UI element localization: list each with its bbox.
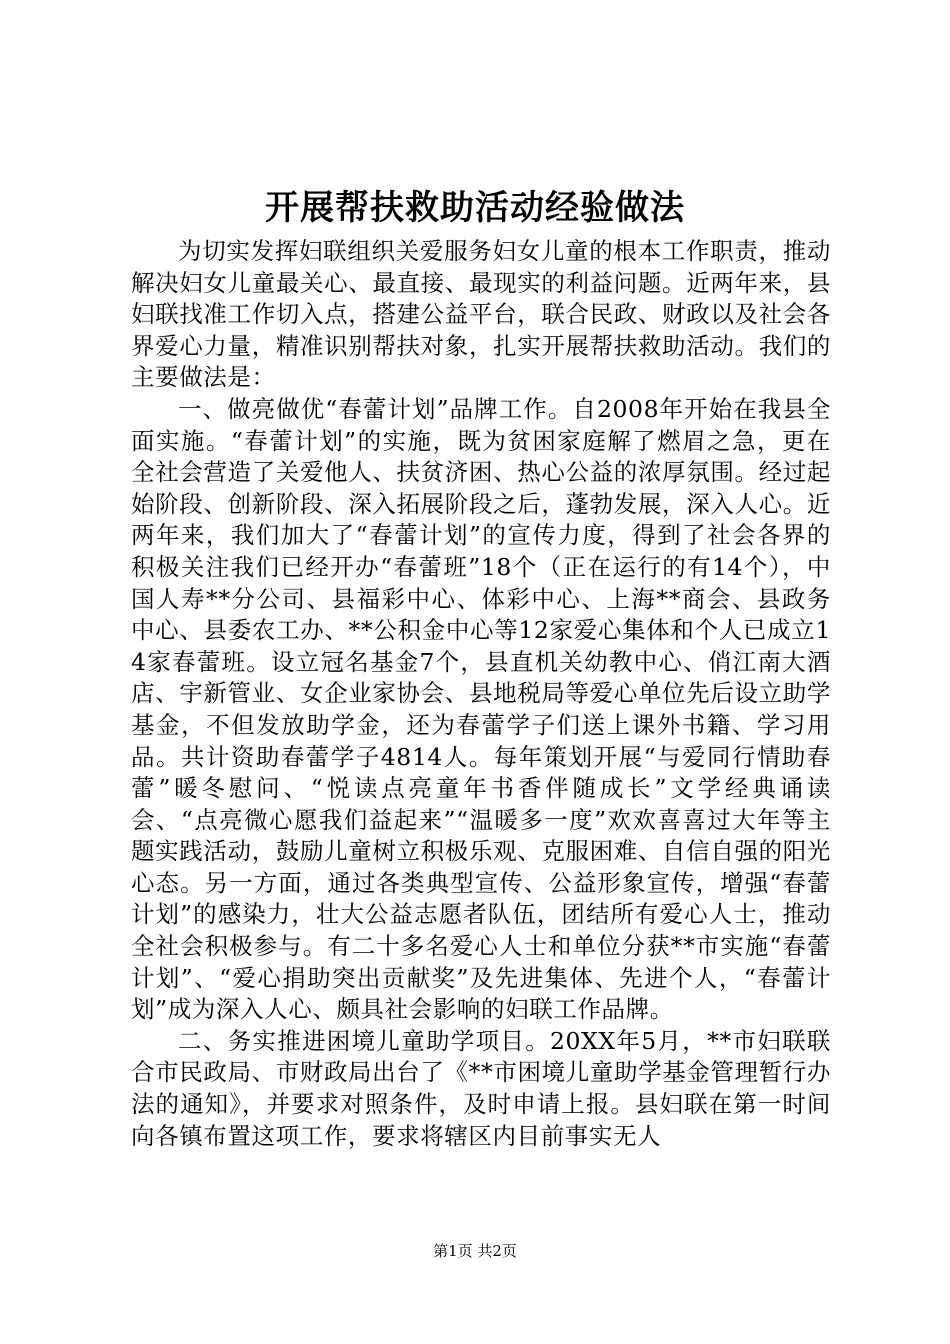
page-number-footer: 第1页 共2页 <box>433 1242 517 1260</box>
paragraph-intro: 为切实发挥妇联组织关爱服务妇女儿童的根本工作职责，推动解决妇女儿童最关心、最直接、最现实的利益问题。近两年来，县妇联找准工作切入点，搭建公益平台，联合民政、财政以及社会各界爱心力量，精准识别帮扶对象，扎实开展帮扶救助活动。我们的主要做法是： <box>131 237 831 392</box>
document-body <box>131 236 831 1152</box>
document-title: 开展帮扶救助活动经验做法 <box>265 188 685 228</box>
paragraph-section-1: 一、做亮做优“春蕾计划”品牌工作。自2008年开始在我县全面实施。“春蕾计划”的实施，既为贫困家庭解了燃眉之急，更在全社会营造了关爱他人、扶贫济困、热心公益的浓厚氛围。经过起始阶段、创新阶段、深入拓展阶段之后，蓬勃发展，深入人心。近两年来，我们加大了“春蕾计划”的宣传力度，得到了社会各界的积极关注我们已经开办“春蕾班”18个（正在运行的有14个），中国人寿**分公司、县福彩中心、体彩中心、上海**商会、县政务中心、县委农工办、**公积金中心等12家爱心集体和个人已成立14家春蕾班。设立冠名基金7个，县直机关幼教中心、俏江南大酒店、宇新管业、女企业家协会、县地税局等爱心单位先后设立助学基金，不但发放助学金，还为春蕾学子们送上课外书籍、学习用品。共计资助春蕾学子4814人。每年策划开展“与爱同行情助春蕾”暖冬慰问、“悦读点亮童年书香伴随成长”文学经典诵读会、“点亮微心愿我们益起来”“温暖多一度”欢欢喜喜过大年等主题实践活动，鼓励儿童树立积极乐观、克服困难、自信自强的阳光心态。另一方面，通过各类典型宣传、公益形象宣传，增强“春蕾计划”的感染力，壮大公益志愿者队伍，团结所有爱心人士，推动全社会积极参与。有二十多名爱心人士和单位分获**市实施“春蕾计划”、“爱心捐助突出贡献奖”及先进集体、先进个人，“春蕾计划”成为深入人心、颇具社会影响的妇联工作品牌。 <box>131 394 831 1024</box>
paragraph-section-2: 二、务实推进困境儿童助学项目。20XX年5月，**市妇联联合市民政局、市财政局出台了《**市困境儿童助学基金管理暂行办法的通知》，并要求对照条件，及时申请上报。县妇联在第一时间向各镇布置这项工作，要求将辖区内目前事实无人 <box>131 1026 831 1150</box>
